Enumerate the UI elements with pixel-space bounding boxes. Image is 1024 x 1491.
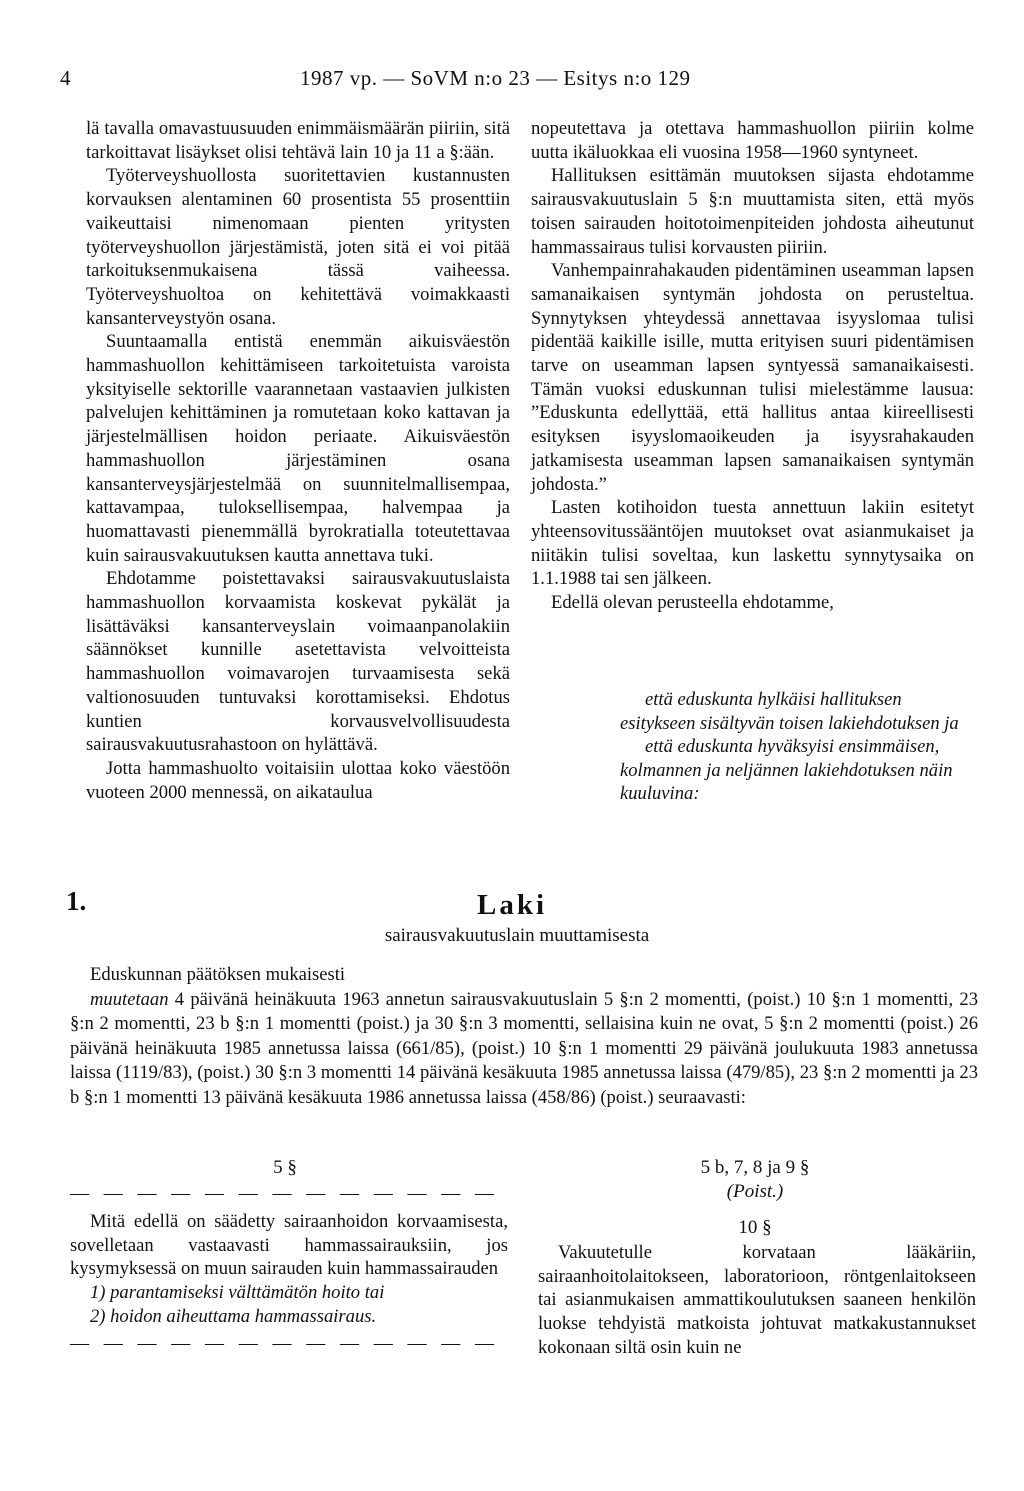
- preamble-lead-word: muutetaan: [90, 988, 169, 1010]
- paragraph: Hallituksen esittämän muutoksen sijasta ehdotamme sairausvakuutuslain 5 §:n muuttamista siten, että myös toisen sairauden hoitotoimenpiteiden johdosta aiheutunut hammassairaus tulisi korvausten piiriin.: [531, 165, 974, 258]
- motion-clause: että eduskunta hylkäisi hallituksen esitykseen sisältyvän toisen lakiehdotuksen ja: [620, 689, 959, 734]
- law-preamble: [70, 963, 978, 1111]
- preamble-text: 4 päivänä heinäkuuta 1963 annetun sairausvakuutuslain 5 §:n 2 momentti, (poist.) 10 §:n 1 momentti, 23 §:n 2 momentti, 23 b §:n 1 momentti (poist.) ja 30 §:n 3 momentti, sellaisina kuin ne ovat, 5 §:n 2 momentti (poist.) 26 päivänä heinäkuuta 1985 annetussa laissa (661/85), (poist.) 10 §:n 1 momentti 29 päivänä joulukuuta 1983 annetussa laissa (1119/83), (poist.) 30 §:n 3 momentti 14 päivänä kesäkuuta 1985 annetussa laissa (479/85), 23 §:n 2 momentti ja 23 b §:n 1 momentti 13 päivänä kesäkuuta 1986 annetussa laissa (458/86) (poist.) seuraavasti:: [70, 988, 978, 1108]
- paragraph: Suuntaamalla entistä enemmän aikuisväestön hammashuollon kehittämiseen tarkoitetuista varoista yksityiselle sektorille vaarannetaan vastaavien julkisten palvelujen kehittäminen ja romutetaan koko kattavan ja järjestelmällisen hoidon periaate. Aikuisväestön hammashuollon järjestäminen osana kansanterveysjärjestelmää on suunnitelmallisempaa, kattavampaa, tuloksellisempaa, halvempaa ja huomattavasti pienemmällä byrokratialla toteutettavaa kuin sairausvakuutuksen kautta annettava tuki.: [86, 331, 510, 566]
- section-paragraph: Mitä edellä on säädetty sairaanhoidon korvaamisesta, sovelletaan vastaavasti hammassairauksiin, jos kysymyksessä on muun sairauden kuin hammassairauden: [70, 1211, 508, 1280]
- section-heading-5: 5 §: [273, 1157, 297, 1178]
- section-heading-5b-9: 5 b, 7, 8 ja 9 §: [700, 1157, 810, 1178]
- section-item: 1) parantamiseksi välttämätön hoito tai: [90, 1282, 385, 1304]
- section-heading-10: 10 §: [738, 1217, 772, 1238]
- section-item: 2) hoidon aiheuttama hammassairaus.: [90, 1305, 377, 1327]
- paragraph: Vanhempainrahakauden pidentäminen useamman lapsen samanaikaisen syntymän johdosta on perusteltua. Synnytyksen yhteydessä annettavaa isyyslomaa tulisi pidentää kaikille isille, mutta erityisen suuri pidentämisen tarve on useamman lapsen syntyessä samanaikaisesti. Tämän vuoksi eduskunnan tulisi mielestämme lausua: ”Eduskunta edellyttää, että hallitus antaa kiireellisesti esityksen isyyslomaoikeuden ja isyysrahakauden jatkamisesta useamman lapsen samanaikaisen syntymän johdosta.”: [531, 260, 974, 495]
- section-repealed-note: (Poist.): [726, 1181, 784, 1202]
- motion-clause: että eduskunta hyväksyisi ensimmäisen, kolmannen ja neljännen lakiehdotuksen näin kuuluvina:: [620, 736, 953, 804]
- law-number: 1.: [66, 886, 87, 916]
- left-column: [86, 117, 510, 804]
- right-column: [531, 117, 974, 615]
- section-10-text: [538, 1241, 976, 1360]
- paragraph: nopeutettava ja otettava hammashuollon piiriin kolme uutta ikäluokkaa eli vuosina 1958—1960 syntyneet.: [531, 118, 974, 163]
- law-title: Laki: [476, 889, 548, 921]
- page-header-title: 1987 vp. — SoVM n:o 23 — Esitys n:o 129: [300, 66, 691, 90]
- omission-dashes: — — — — — — — — — — — — —: [70, 1183, 499, 1204]
- preamble-body: [70, 988, 978, 1111]
- paragraph: Työterveyshuollosta suoritettavien kustannusten korvauksen alentaminen 60 prosentista 55 prosenttiin vaikeuttaisi nimenomaan pienten yritysten työterveyshuollon järjestämistä, joten sitä ei voi pitää tarkoituksenmukaisena tässä vaiheessa. Työterveyshuoltoa on kehitettävä voimakkaasti kansanterveystyön osana.: [86, 165, 510, 329]
- omission-dashes: — — — — — — — — — — — — —: [70, 1333, 499, 1354]
- page-number: 4: [60, 66, 71, 90]
- section-paragraph: Vakuutetulle korvataan lääkäriin, sairaanhoitolaitokseen, laboratorioon, röntgenlaitokseen tai asianmukaisen ammattikoulutuksen saaneen henkilön luokse tehdyistä matkoista johtuvat matkakustannukset kokonaan siltä osin kuin ne: [538, 1242, 976, 1358]
- law-subtitle: sairausvakuutuslain muuttamisesta: [384, 925, 650, 946]
- paragraph: lä tavalla omavastuusuuden enimmäismäärän piiriin, sitä tarkoittavat lisäykset olisi tehtävä lain 10 ja 11 a §:ään.: [86, 118, 510, 163]
- paragraph: Jotta hammashuolto voitaisiin ulottaa koko väestöön vuoteen 2000 mennessä, on aikataulua: [86, 757, 510, 803]
- paragraph: Lasten kotihoidon tuesta annettuun lakiin esitetyt yhteensovitussääntöjen muutokset ovat asianmukaiset ja niitäkin tulisi soveltaa, kun laskettu synnytysaika on 1.1.1988 tai sen jälkeen.: [531, 497, 974, 590]
- motion-proposal: [620, 688, 980, 806]
- paragraph: Edellä olevan perusteella ehdotamme,: [551, 592, 834, 614]
- preamble-intro: Eduskunnan päätöksen mukaisesti: [90, 964, 346, 985]
- paragraph: Ehdotamme poistettavaksi sairausvakuutuslaista hammashuollon korvaamista koskevat pykälät ja lisättäväksi kansanterveyslain voimaanpanolakiin säännökset kunnille asetettavista velvoitteista hammashuollon voimavarojen turvaamisesta sekä valtionosuuden tuntuvaksi korottamiseksi. Ehdotus kuntien korvausvelvollisuudesta sairausvakuutusrahastoon on hylättävä.: [86, 568, 510, 756]
- section-5-text: [70, 1210, 508, 1329]
